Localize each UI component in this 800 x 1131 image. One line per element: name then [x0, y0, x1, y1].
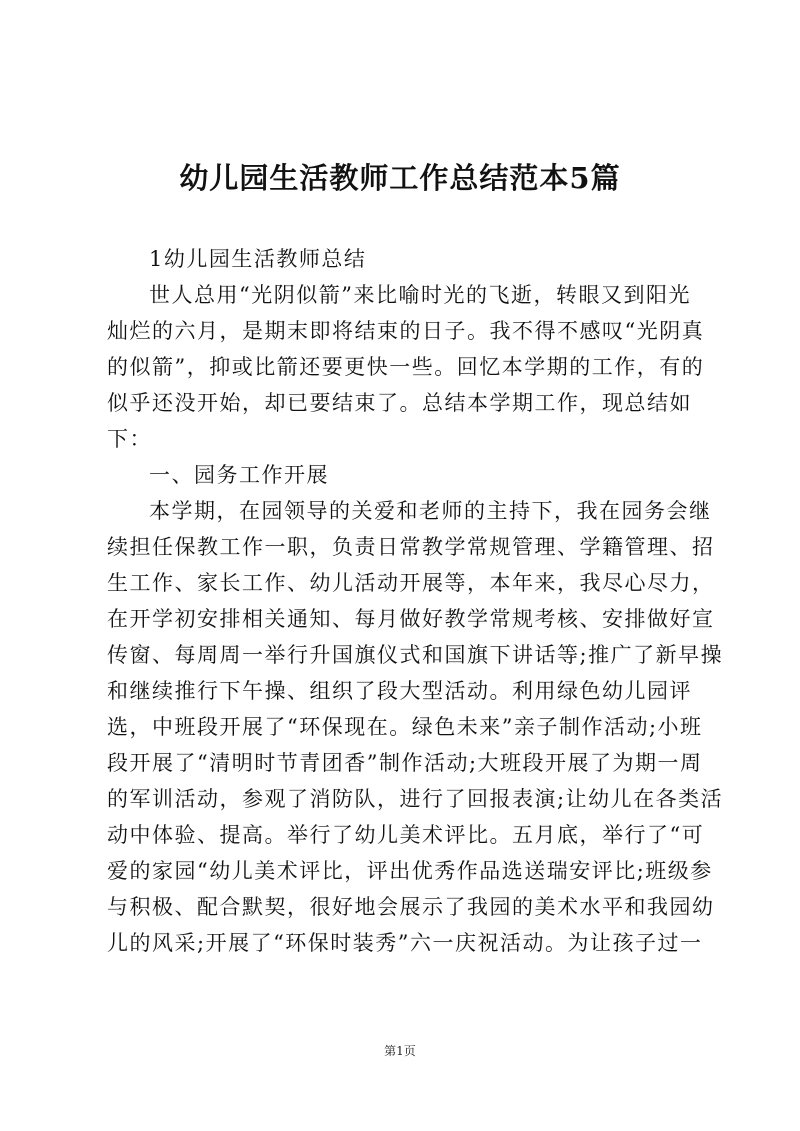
paragraph-line: 的似箭”，抑或比箭还要更快一些。回忆本学期的工作，有的 — [107, 355, 705, 379]
paragraph-line: 儿的风采;开展了“环保时装秀”六一庆祝活动。为让孩子过一 — [107, 931, 703, 955]
page-number: 第1页 — [384, 1044, 416, 1058]
paragraph-line: 传窗、每周周一举行升国旗仪式和国旗下讲话等;推广了新早操 — [107, 643, 724, 667]
paragraph-line: 生工作、家长工作、幼儿活动开展等，本年来，我尽心尽力， — [107, 571, 715, 595]
paragraph-line: 动中体验、提高。举行了幼儿美术评比。五月底，举行了“可 — [107, 823, 705, 847]
document-body — [107, 241, 724, 961]
paragraph-line: 与积极、配合默契，很好地会展示了我园的美术水平和我园幼 — [107, 895, 715, 919]
section-heading: 一、园务工作开展 — [149, 463, 329, 487]
paragraph-line: 似乎还没开始，却已要结束了。总结本学期工作，现总结如 — [107, 391, 692, 415]
document-title: 幼儿园生活教师工作总结范本5篇 — [179, 161, 621, 195]
paragraph-line: 下： — [107, 427, 152, 451]
paragraph-line: 的军训活动，参观了消防队，进行了回报表演;让幼儿在各类活 — [107, 787, 724, 811]
paragraph-line: 本学期，在园领导的关爱和老师的主持下，我在园务会继 — [149, 499, 712, 523]
paragraph-line: 段开展了“清明时节青团香”制作活动;大班段开展了为期一周 — [107, 751, 703, 775]
paragraph-line: 世人总用“光阴似箭”来比喻时光的飞逝，转眼又到阳光 — [149, 283, 691, 307]
paragraph-line: 爱的家园“幼儿美术评比，评出优秀作品选送瑞安评比;班级参 — [107, 859, 713, 883]
paragraph-line: 灿烂的六月，是期末即将结束的日子。我不得不感叹“光阴真 — [107, 319, 705, 343]
paragraph-line: 选，中班段开展了“环保现在。绿色未来”亲子制作活动;小班 — [107, 715, 703, 739]
paragraph-line: 在开学初安排相关通知、每月做好教学常规考核、安排做好宣 — [107, 607, 715, 631]
section-heading: 1幼儿园生活教师总结 — [149, 247, 367, 271]
paragraph-line: 续担任保教工作一职，负责日常教学常规管理、学籍管理、招 — [107, 535, 715, 559]
paragraph-line: 和继续推行下午操、组织了段大型活动。利用绿色幼儿园评 — [107, 679, 692, 703]
